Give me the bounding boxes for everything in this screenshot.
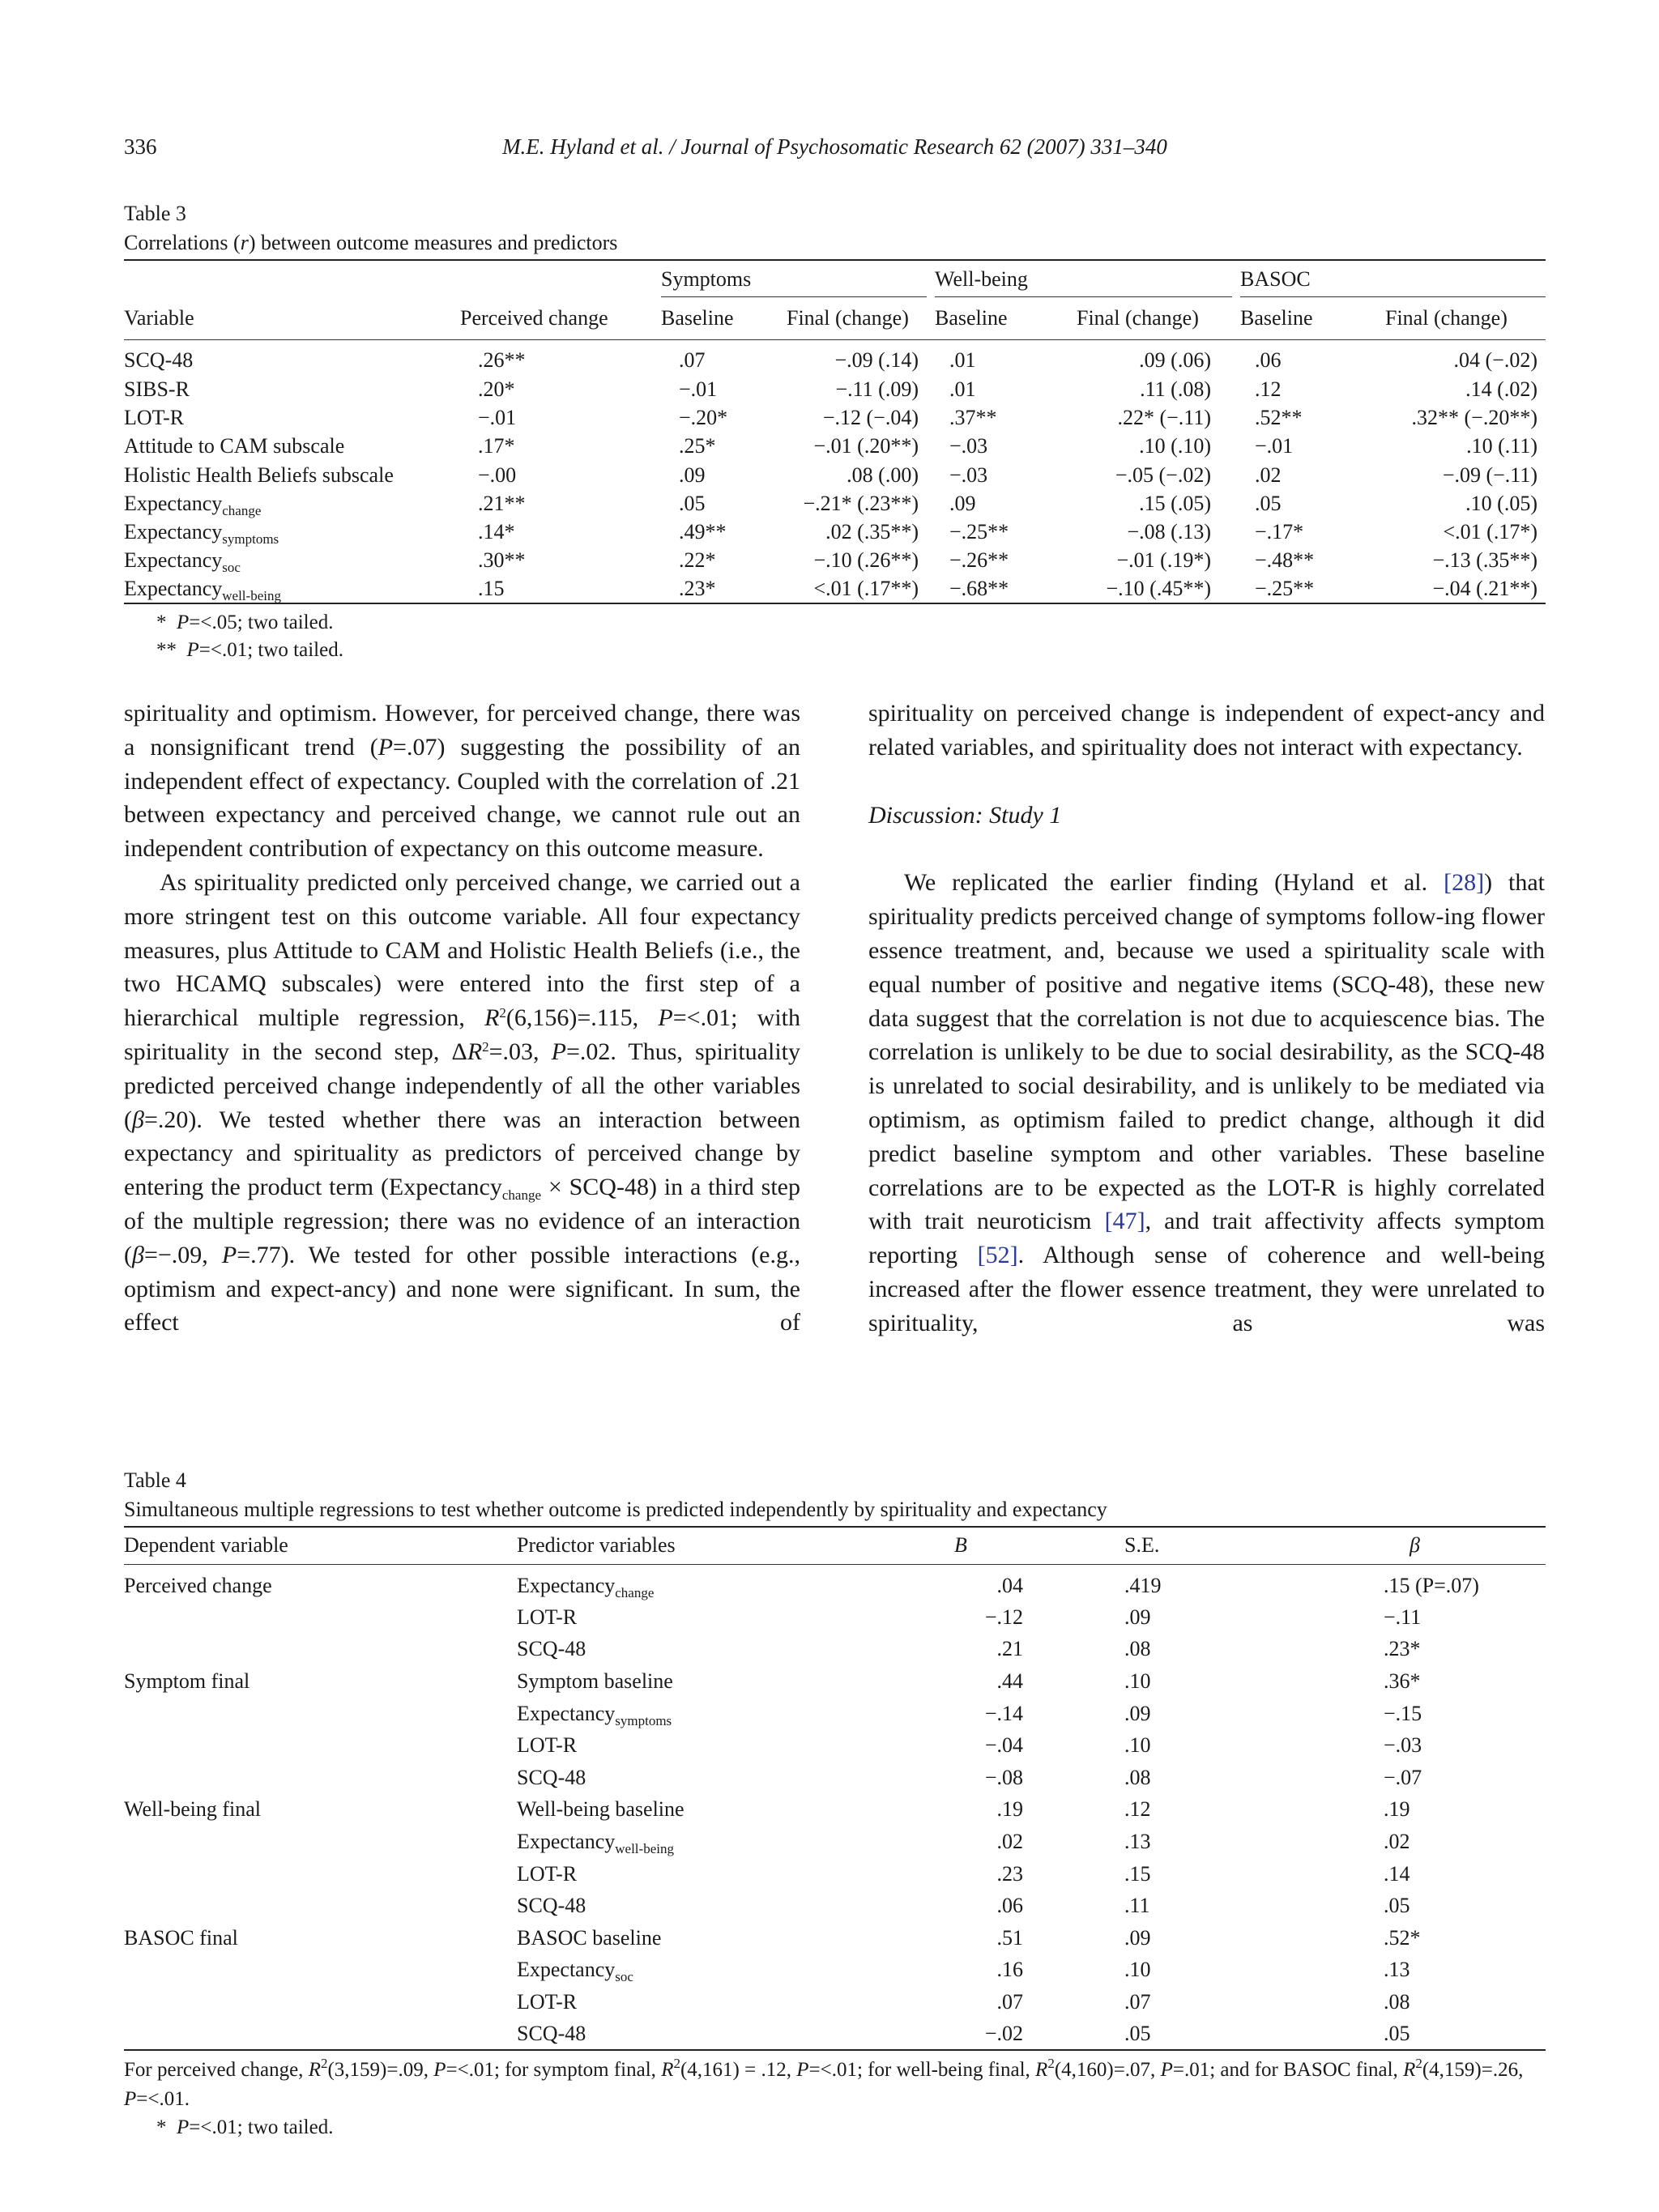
wellbeing-final-cell: −.10 (.45**) bbox=[1106, 577, 1211, 601]
running-head: M.E. Hyland et al. / Journal of Psychosomatic Research 62 (2007) 331–340 bbox=[502, 134, 1167, 159]
se-cell: .13 bbox=[1124, 1829, 1151, 1853]
perceived-cell: .20* bbox=[478, 377, 515, 401]
table-row bbox=[124, 2018, 1546, 2051]
group-wellbeing: Well-being bbox=[935, 267, 1232, 297]
wellbeing-baseline-cell: −.03 bbox=[949, 434, 988, 458]
basoc-final-cell: .04 (−.02) bbox=[1453, 348, 1537, 373]
beta-cell: .05 bbox=[1384, 2022, 1410, 2046]
b-cell: .51 bbox=[996, 1925, 1023, 1950]
wellbeing-final-cell: −.08 (.13) bbox=[1127, 520, 1211, 544]
table-3 bbox=[124, 199, 1546, 664]
table-4-grid bbox=[124, 1526, 1546, 2051]
table-row bbox=[124, 1601, 1546, 1634]
b-cell: .44 bbox=[996, 1669, 1023, 1693]
table-row bbox=[124, 1986, 1546, 2018]
section-heading: Discussion: Study 1 bbox=[868, 801, 1062, 829]
dependent-cell bbox=[124, 1601, 517, 1634]
se-cell: .09 bbox=[1124, 1925, 1151, 1950]
dependent-cell bbox=[124, 1634, 517, 1666]
table-3-note-2: ** P=<.01; two tailed. bbox=[156, 639, 343, 662]
beta-cell: .23* bbox=[1384, 1637, 1421, 1661]
col-final-basoc: Final (change) bbox=[1385, 305, 1508, 330]
wellbeing-final-cell: .11 (.08) bbox=[1140, 377, 1211, 401]
basoc-baseline-cell: .12 bbox=[1255, 377, 1282, 401]
basoc-final-cell: .10 (.05) bbox=[1465, 491, 1537, 515]
col-b: B bbox=[954, 1533, 967, 1558]
table-4-note: * P=<.01; two tailed. bbox=[156, 2116, 334, 2139]
predictor-cell: SCQ-48 bbox=[517, 2022, 586, 2046]
table-row bbox=[124, 433, 1546, 461]
beta-cell: .52* bbox=[1384, 1925, 1421, 1950]
col-final-symptoms: Final (change) bbox=[787, 305, 909, 330]
b-cell: .07 bbox=[996, 1989, 1023, 2014]
table-4-header-row bbox=[124, 1527, 1546, 1564]
beta-cell: .02 bbox=[1384, 1829, 1410, 1853]
b-cell: .06 bbox=[996, 1894, 1023, 1918]
col-se: S.E. bbox=[1124, 1533, 1160, 1558]
se-cell: .07 bbox=[1124, 1989, 1151, 2014]
symptoms-baseline-cell: .07 bbox=[679, 348, 706, 373]
se-cell: .10 bbox=[1124, 1669, 1151, 1693]
variable-cell: SCQ-48 bbox=[124, 348, 194, 373]
beta-cell: .36* bbox=[1384, 1669, 1421, 1693]
table-4-footnote: For perceived change, $R^2(3,159)=.09$, P=<.01; for symptom final, $R^2(4,161) = .12$, P=<.01; for well-being final, $R^2(4,160)=.07$, P=.01; and for BASOC final, $R^2(4,159)=.26$, P=<.01. bbox=[124, 2056, 1524, 2111]
symptoms-baseline-cell: .49** bbox=[679, 520, 727, 544]
body-right-column bbox=[868, 697, 1545, 1340]
predictor-cell: SCQ-48 bbox=[517, 1765, 586, 1789]
dependent-cell bbox=[124, 1954, 517, 1987]
beta-cell: .19 bbox=[1384, 1797, 1410, 1822]
table-4 bbox=[124, 1466, 1546, 2142]
wellbeing-baseline-cell: −.68** bbox=[949, 577, 1009, 601]
symptoms-baseline-cell: .09 bbox=[679, 462, 706, 487]
col-perceived: Perceived change bbox=[460, 305, 608, 330]
symptoms-final-cell: −.21* (.23**) bbox=[803, 491, 919, 515]
b-cell: .16 bbox=[996, 1958, 1023, 1982]
beta-cell: −.15 bbox=[1384, 1701, 1422, 1725]
table-3-note-1: * P=<.05; two tailed. bbox=[156, 612, 334, 634]
table-row bbox=[124, 1665, 1546, 1698]
table-row bbox=[124, 1922, 1546, 1954]
wellbeing-baseline-cell: −.26** bbox=[949, 548, 1009, 573]
b-cell: −.12 bbox=[984, 1605, 1023, 1629]
table-row bbox=[124, 1954, 1546, 1987]
table-row bbox=[124, 403, 1546, 432]
variable-cell: Expectancy$_{symptoms}$ bbox=[124, 520, 279, 548]
table-row bbox=[124, 518, 1546, 546]
variable-cell: Expectancy$_{change}$ bbox=[124, 491, 262, 518]
dependent-cell bbox=[124, 2018, 517, 2051]
perceived-cell: .17* bbox=[478, 434, 515, 458]
b-cell: −.04 bbox=[984, 1733, 1023, 1758]
table-row bbox=[124, 461, 1546, 489]
b-cell: .21 bbox=[996, 1637, 1023, 1661]
table-row bbox=[124, 547, 1546, 575]
table-4-caption: Simultaneous multiple regressions to test whether outcome is predicted independently by spirituality and expectancy bbox=[124, 1498, 1107, 1521]
dependent-cell bbox=[124, 1826, 517, 1858]
table-row bbox=[124, 375, 1546, 403]
group-basoc: BASOC bbox=[1240, 267, 1546, 297]
basoc-final-cell: .32** (−.20**) bbox=[1411, 405, 1537, 429]
table-row bbox=[124, 1890, 1546, 1922]
perceived-cell: .14* bbox=[478, 520, 515, 544]
table-3-grid bbox=[124, 259, 1546, 604]
dependent-cell bbox=[124, 1698, 517, 1730]
basoc-final-cell: −.04 (.21**) bbox=[1432, 577, 1537, 601]
beta-cell: .14 bbox=[1384, 1861, 1410, 1886]
dependent-cell bbox=[124, 1986, 517, 2018]
symptoms-baseline-cell: .05 bbox=[679, 491, 706, 515]
basoc-final-cell: <.01 (.17*) bbox=[1443, 520, 1537, 544]
table-3-header-row bbox=[124, 297, 1546, 339]
variable-cell: SIBS-R bbox=[124, 377, 190, 401]
table-row bbox=[124, 489, 1546, 518]
predictor-cell: Expectancy$_{well-being}$ bbox=[517, 1829, 674, 1856]
wellbeing-final-cell: .15 (.05) bbox=[1139, 491, 1211, 515]
dependent-cell: BASOC final bbox=[124, 1925, 238, 1950]
symptoms-final-cell: −.09 (.14) bbox=[834, 348, 919, 373]
table-row bbox=[124, 575, 1546, 603]
wellbeing-baseline-cell: .09 bbox=[949, 491, 976, 515]
body-left-column bbox=[124, 697, 800, 1340]
beta-cell: .15 (P=.07) bbox=[1384, 1574, 1479, 1598]
symptoms-final-cell: −.01 (.20**) bbox=[813, 434, 919, 458]
col-predictor: Predictor variables bbox=[517, 1533, 676, 1558]
se-cell: .08 bbox=[1124, 1765, 1151, 1789]
dependent-cell bbox=[124, 1890, 517, 1922]
symptoms-final-cell: −.12 (−.04) bbox=[822, 405, 919, 429]
citation-47[interactable]: [47] bbox=[1104, 1208, 1145, 1235]
wellbeing-baseline-cell: −.25** bbox=[949, 520, 1009, 544]
variable-cell: Expectancy$_{well-being}$ bbox=[124, 577, 281, 604]
predictor-cell: Well-being baseline bbox=[517, 1797, 684, 1822]
b-cell: .02 bbox=[996, 1829, 1023, 1853]
predictor-cell: LOT-R bbox=[517, 1861, 578, 1886]
beta-cell: .13 bbox=[1384, 1958, 1410, 1982]
predictor-cell: Expectancy$_{symptoms}$ bbox=[517, 1701, 672, 1728]
dependent-cell bbox=[124, 1858, 517, 1890]
symptoms-final-cell: −.11 (.09) bbox=[835, 377, 919, 401]
variable-cell: Holistic Health Beliefs subscale bbox=[124, 462, 394, 487]
variable-cell: Expectancy$_{soc}$ bbox=[124, 548, 241, 576]
predictor-cell: SCQ-48 bbox=[517, 1894, 586, 1918]
beta-cell: .05 bbox=[1384, 1894, 1410, 1918]
col-baseline-basoc: Baseline bbox=[1240, 305, 1313, 330]
b-cell: .23 bbox=[996, 1861, 1023, 1886]
symptoms-final-cell: <.01 (.17**) bbox=[813, 577, 919, 601]
dependent-cell: Symptom final bbox=[124, 1669, 250, 1693]
predictor-cell: Symptom baseline bbox=[517, 1669, 673, 1693]
perceived-cell: .30** bbox=[478, 548, 526, 573]
dependent-cell bbox=[124, 1729, 517, 1762]
b-cell: .19 bbox=[996, 1797, 1023, 1822]
page-number: 336 bbox=[124, 134, 157, 159]
basoc-final-cell: .14 (.02) bbox=[1465, 377, 1537, 401]
table-row bbox=[124, 1698, 1546, 1730]
group-symptoms: Symptoms bbox=[661, 267, 927, 297]
wellbeing-baseline-cell: −.03 bbox=[949, 462, 988, 487]
perceived-cell: −.01 bbox=[478, 405, 517, 429]
page-header bbox=[124, 134, 1546, 167]
table-row bbox=[124, 1634, 1546, 1666]
se-cell: .09 bbox=[1124, 1701, 1151, 1725]
symptoms-baseline-cell: −.01 bbox=[679, 377, 718, 401]
se-cell: .05 bbox=[1124, 2022, 1151, 2046]
citation-52[interactable]: [52] bbox=[977, 1242, 1018, 1269]
se-cell: .09 bbox=[1124, 1605, 1151, 1629]
symptoms-baseline-cell: .22* bbox=[679, 548, 716, 573]
basoc-baseline-cell: .06 bbox=[1255, 348, 1282, 373]
perceived-cell: .15 bbox=[478, 577, 505, 601]
b-cell: .04 bbox=[996, 1574, 1023, 1598]
col-baseline-symptoms: Baseline bbox=[661, 305, 734, 330]
table-row bbox=[124, 339, 1546, 375]
basoc-baseline-cell: .05 bbox=[1255, 491, 1282, 515]
dependent-cell: Perceived change bbox=[124, 1574, 272, 1598]
se-cell: .12 bbox=[1124, 1797, 1151, 1822]
se-cell: .15 bbox=[1124, 1861, 1151, 1886]
wellbeing-baseline-cell: .01 bbox=[949, 348, 976, 373]
predictor-cell: Expectancy$_{change}$ bbox=[517, 1574, 655, 1601]
perceived-cell: .26** bbox=[478, 348, 526, 373]
perceived-cell: .21** bbox=[478, 491, 526, 515]
se-cell: .11 bbox=[1124, 1894, 1150, 1918]
wellbeing-final-cell: −.05 (−.02) bbox=[1115, 462, 1211, 487]
wellbeing-final-cell: .22* (−.11) bbox=[1117, 405, 1211, 429]
table-row bbox=[124, 1762, 1546, 1794]
col-variable: Variable bbox=[124, 305, 194, 330]
left-paragraph-1: spirituality and optimism. However, for perceived change, there was a nonsignificant trend (P=.07) suggesting the possibility of an independent effect of expectancy. Coupled with the correlation of .21 between expectancy and perceived change, we cannot rule out an independent contribution of expectancy on this outcome measure. bbox=[124, 700, 800, 863]
table-4-label: Table 4 bbox=[124, 1468, 186, 1492]
basoc-final-cell: −.13 (.35**) bbox=[1432, 548, 1537, 573]
table-3-label: Table 3 bbox=[124, 202, 186, 225]
wellbeing-final-cell: .09 (.06) bbox=[1139, 348, 1211, 373]
predictor-cell: LOT-R bbox=[517, 1733, 578, 1758]
basoc-final-cell: .10 (.11) bbox=[1466, 434, 1537, 458]
table-row bbox=[124, 1794, 1546, 1826]
variable-cell: Attitude to CAM subscale bbox=[124, 434, 345, 458]
citation-28[interactable]: [28] bbox=[1444, 869, 1485, 897]
table-row bbox=[124, 1729, 1546, 1762]
col-dependent: Dependent variable bbox=[124, 1533, 288, 1558]
left-paragraph-2: As spirituality predicted only perceived change, we carried out a more stringent test on this outcome variable. All four expectancy measures, plus Attitude to CAM and Holistic Health Beliefs (i.e., the two HCAMQ subscales) were entered into the first step of a hierarchical multiple regression, $R^2(6,156)=.115$, P=<.01; with spirituality in the second step, $\Delta R^2=.03$, P=.02. Thus, spirituality predicted perceived change independently of all the other variables (β=.20). We tested whether there was an interaction between expectancy and spirituality as predictors of perceived change by entering the product term (Expectancy$_{change}$ × SCQ-48) in a third step of the multiple regression; there was no evidence of an interaction (β=−.09, P=.77). We tested for other possible interactions (e.g., optimism and expect-ancy) and none were significant. In sum, the effect of bbox=[124, 868, 800, 1336]
symptoms-baseline-cell: .23* bbox=[679, 577, 716, 601]
table-row bbox=[124, 1564, 1546, 1601]
wellbeing-final-cell: −.01 (.19*) bbox=[1116, 548, 1211, 573]
col-baseline-wellbeing: Baseline bbox=[935, 305, 1008, 330]
wellbeing-final-cell: .10 (.10) bbox=[1139, 434, 1211, 458]
se-cell: .10 bbox=[1124, 1958, 1151, 1982]
perceived-cell: −.00 bbox=[478, 462, 517, 487]
predictor-cell: SCQ-48 bbox=[517, 1637, 586, 1661]
right-paragraph-1: spirituality on perceived change is independent of expect-ancy and related variables, and spirituality does not interact with expectancy. bbox=[868, 700, 1545, 761]
basoc-baseline-cell: .02 bbox=[1255, 462, 1282, 487]
se-cell: .08 bbox=[1124, 1637, 1151, 1661]
table-row bbox=[124, 1858, 1546, 1890]
symptoms-baseline-cell: .25* bbox=[679, 434, 716, 458]
dependent-cell: Well-being final bbox=[124, 1797, 262, 1822]
dependent-cell bbox=[124, 1762, 517, 1794]
se-cell: .419 bbox=[1124, 1574, 1162, 1598]
wellbeing-baseline-cell: .01 bbox=[949, 377, 976, 401]
beta-cell: .08 bbox=[1384, 1989, 1410, 2014]
beta-cell: −.11 bbox=[1384, 1605, 1422, 1629]
basoc-baseline-cell: −.48** bbox=[1255, 548, 1315, 573]
predictor-cell: LOT-R bbox=[517, 1605, 578, 1629]
predictor-cell: BASOC baseline bbox=[517, 1925, 662, 1950]
basoc-baseline-cell: .52** bbox=[1255, 405, 1303, 429]
symptoms-final-cell: .08 (.00) bbox=[847, 462, 919, 487]
right-paragraph-2: We replicated the earlier finding (Hyland et al. [28]) that spirituality predicts perceived change of symptoms follow-ing flower essence treatment, and, because we used a spirituality scale with equal number of positive and negative items (SCQ-48), these new data suggest that the correlation is not due to acquiescence bias. The correlation is unlikely to be due to social desirability, as the SCQ-48 is unrelated to social desirability, and is unlikely to be mediated via optimism, as optimism failed to predict change, although it did predict baseline symptom and other variables. These baseline correlations are to be expected as the LOT-R is highly correlated with trait neuroticism [47], and trait affectivity affects symptom reporting [52]. Although sense of coherence and well-being increased after the flower essence treatment, they were unrelated to spirituality, as was bbox=[868, 869, 1546, 1336]
symptoms-final-cell: .02 (.35**) bbox=[825, 520, 919, 544]
table-3-caption: Correlations (r) between outcome measures and predictors bbox=[124, 231, 618, 254]
basoc-final-cell: −.09 (−.11) bbox=[1442, 462, 1537, 487]
col-final-wellbeing: Final (change) bbox=[1077, 305, 1199, 330]
col-beta: β bbox=[1410, 1533, 1420, 1558]
symptoms-final-cell: −.10 (.26**) bbox=[813, 548, 919, 573]
wellbeing-baseline-cell: .37** bbox=[949, 405, 997, 429]
se-cell: .10 bbox=[1124, 1733, 1151, 1758]
table-3-notes bbox=[124, 609, 1546, 664]
b-cell: −.14 bbox=[984, 1701, 1023, 1725]
basoc-baseline-cell: −.17* bbox=[1255, 520, 1304, 544]
basoc-baseline-cell: −.01 bbox=[1255, 434, 1294, 458]
variable-cell: LOT-R bbox=[124, 405, 185, 429]
beta-cell: −.07 bbox=[1384, 1765, 1422, 1789]
basoc-baseline-cell: −.25** bbox=[1255, 577, 1315, 601]
b-cell: −.02 bbox=[984, 2022, 1023, 2046]
symptoms-baseline-cell: −.20* bbox=[679, 405, 728, 429]
beta-cell: −.03 bbox=[1384, 1733, 1422, 1758]
predictor-cell: LOT-R bbox=[517, 1989, 578, 2014]
predictor-cell: Expectancy$_{soc}$ bbox=[517, 1958, 633, 1985]
b-cell: −.08 bbox=[984, 1765, 1023, 1789]
table-row bbox=[124, 1826, 1546, 1858]
